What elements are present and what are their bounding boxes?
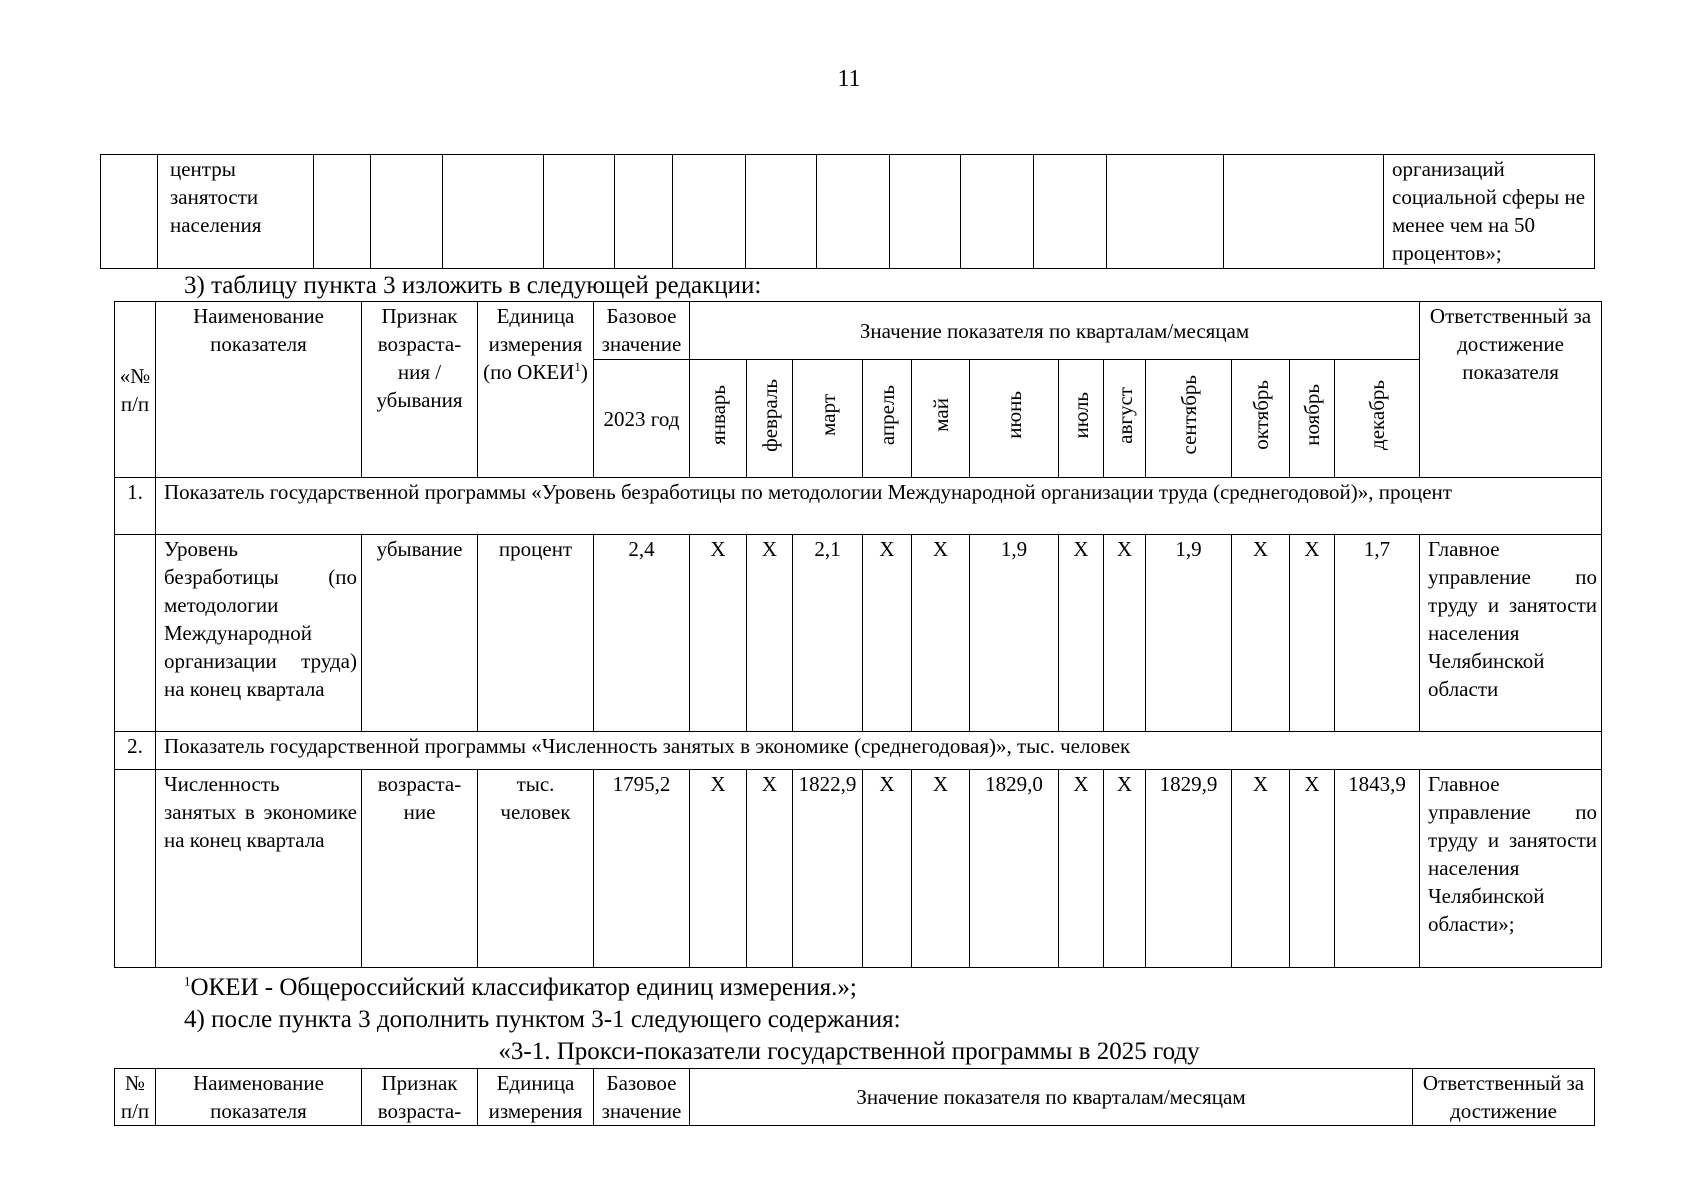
section-row-title: Показатель государственной программы «Уровень безработицы по методологии Международной организации труда (среднегодовой)», процент [156,478,1602,535]
indicator-name: Численность занятых в экономике на конец квартала [156,770,362,968]
month-header: июль [1069,391,1093,439]
value-cell: 1,7 [1335,535,1420,732]
item-3-text: 3) таблицу пункта 3 изложить в следующей редакции: [184,272,762,299]
value-cell: X [1059,535,1104,732]
prev-indicator-name: центры занятости населения [158,155,314,269]
col-header-base: Базовое значение [594,1069,690,1126]
col-header-unit: Единица измерения (по ОКЕИ$^1$) [478,302,594,478]
empty-cell [101,155,158,269]
month-header: март [815,394,840,436]
value-cell: X [1104,535,1146,732]
value-cell: X [863,535,912,732]
proxy-indicators-table [114,1068,1595,1126]
month-header: январь [706,385,730,445]
col-header-sign: Признак возраста- [362,1069,478,1126]
month-header: август [1112,386,1137,444]
indicator-base: 2,4 [594,535,690,732]
row-number: 2. [115,732,156,770]
col-header-unit: Единица измерения [478,1069,594,1126]
value-cell: 1829,0 [970,770,1059,968]
footnote: $^1$ОКЕИ - Общероссийский классификатор единиц измерения.»; [184,973,857,1001]
indicator-unit: тыс. человек [478,770,594,968]
indicator-responsible: Главное управление по труду и занятости населения Челябинской области»; [1420,770,1602,968]
month-header: сентябрь [1176,375,1201,455]
value-cell: X [912,770,970,968]
col-header-sign: Признак возраста-ния / убывания [362,302,478,478]
value-cell: X [1232,770,1290,968]
month-header: июнь [1002,391,1026,439]
empty-cell [115,535,156,732]
indicator-sign: убывание [362,535,478,732]
value-cell: X [1290,770,1335,968]
value-cell: 1822,9 [793,770,863,968]
empty-cell [115,770,156,968]
value-cell: X [690,535,747,732]
section-row-title: Показатель государственной программы «Численность занятых в экономике (среднегодовая)», тыс. человек [156,732,1602,770]
value-cell: 1843,9 [1335,770,1420,968]
value-cell: X [1290,535,1335,732]
value-cell: X [690,770,747,968]
value-cell: 1829,9 [1146,770,1232,968]
value-cell: X [747,535,793,732]
value-cell: X [1104,770,1146,968]
indicator-responsible: Главное управление по труду и занятости населения Челябинской области [1420,535,1602,732]
month-header: декабрь [1365,380,1390,450]
value-cell: X [747,770,793,968]
previous-table-fragment [100,154,1595,269]
indicator-unit: процент [478,535,594,732]
value-cell: X [912,535,970,732]
value-cell: 2,1 [793,535,863,732]
col-header-responsible: Ответственный за достижение [1413,1069,1595,1126]
section-title: «3-1. Прокси-показатели государственной программы в 2025 году [498,1038,1200,1065]
prev-responsible: организаций социальной сферы не менее чем на 50 процентов»; [1384,155,1595,269]
col-header-number: № п/п [115,1069,156,1126]
month-header: апрель [875,384,899,446]
month-header: май [928,398,953,432]
month-header: февраль [757,378,782,452]
row-number: 1. [115,478,156,535]
col-header-values: Значение показателя по кварталам/месяцам [690,302,1420,360]
page-number: 11 [837,66,861,92]
indicator-base: 1795,2 [594,770,690,968]
value-cell: X [1059,770,1104,968]
col-header-number: «№ п/п [115,302,156,478]
col-header-base-year: 2023 год [594,360,690,478]
indicator-name: Уровень безработицы (по методологии Международной организации труда) на конец квартала [156,535,362,732]
indicator-sign: возраста-ние [362,770,478,968]
item-4-text: 4) после пункта 3 дополнить пунктом 3-1 следующего содержания: [184,1006,901,1033]
col-header-responsible: Ответственный за достижение показателя [1420,302,1602,478]
col-header-name: Наименование показателя [156,1069,362,1126]
col-header-name: Наименование показателя [156,302,362,478]
month-header: ноябрь [1300,384,1324,446]
month-header: октябрь [1248,380,1273,450]
value-cell: 1,9 [970,535,1059,732]
value-cell: X [863,770,912,968]
value-cell: X [1232,535,1290,732]
indicators-table [114,301,1602,968]
value-cell: 1,9 [1146,535,1232,732]
col-header-base: Базовое значение [594,302,690,360]
col-header-values: Значение показателя по кварталам/месяцам [690,1069,1413,1126]
